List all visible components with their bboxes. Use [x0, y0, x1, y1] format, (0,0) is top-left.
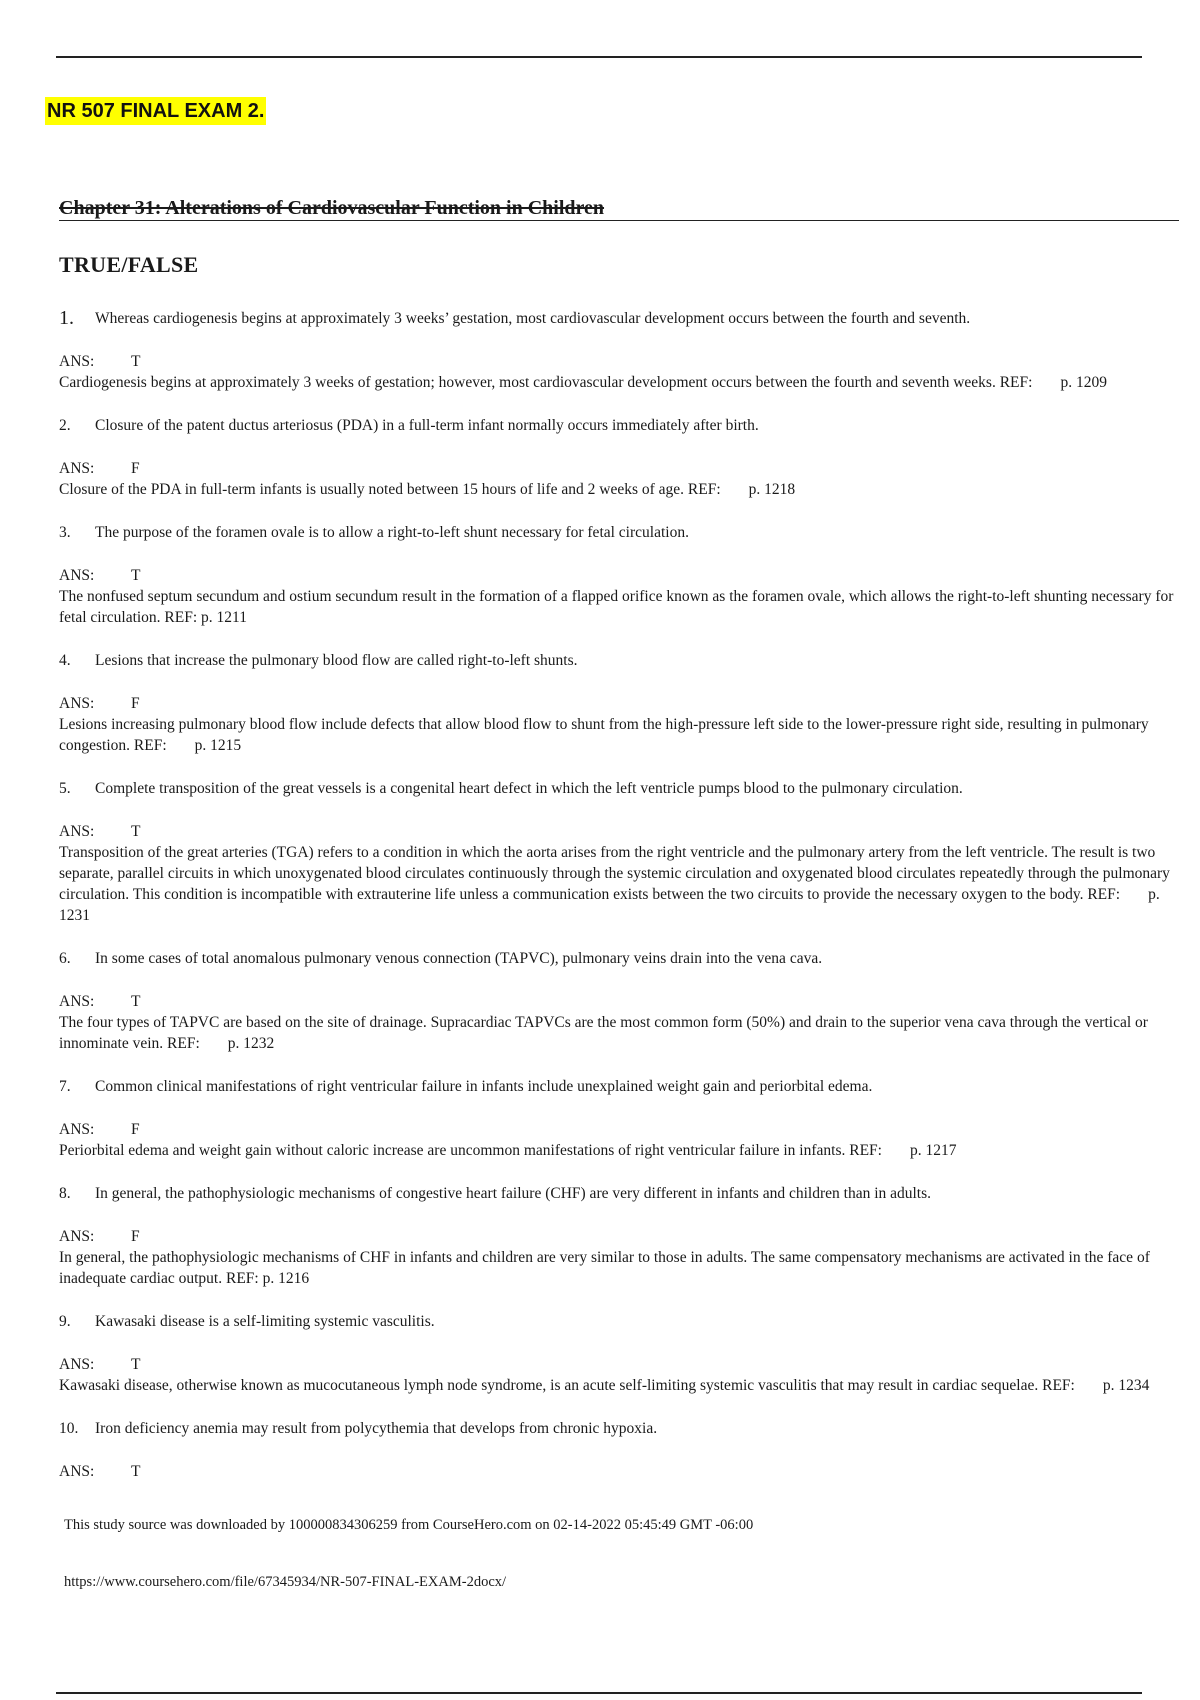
answer-label: ANS:: [59, 695, 95, 712]
answer-value: F: [131, 695, 140, 712]
question-item: [59, 308, 1174, 393]
reference-page: p. 1232: [227, 1035, 275, 1052]
answer-rationale: [59, 586, 1174, 628]
reference-page: p. 1218: [748, 481, 796, 498]
question-text: Closure of the patent ductus arteriosus (PDA) in a full-term infant normally occurs immediately after birth.: [95, 417, 759, 434]
answer-line: [59, 1226, 1174, 1247]
answer-rationale: [59, 479, 1174, 500]
answer-label: ANS:: [59, 1121, 95, 1138]
question-line: [59, 778, 1174, 799]
answer-value: T: [131, 567, 141, 584]
answer-label: ANS:: [59, 460, 95, 477]
answer-value: T: [131, 823, 141, 840]
answer-label: ANS:: [59, 567, 95, 584]
answer-value: F: [131, 460, 140, 477]
document-title: NR 507 FINAL EXAM 2.: [45, 97, 266, 125]
answer-rationale: [59, 1247, 1174, 1289]
question-line: [59, 1418, 1174, 1439]
rationale-text: Transposition of the great arteries (TGA) refers to a condition in which the aorta arises from the right ventricle and the pulmonary artery from the left ventricle. The result is two separate, parallel circuits in which unoxygenated blood circulates continuously through the systemic circulation and oxygenated blood circulates repeatedly through the pulmonary circulation. This condition is incompatible with extrauterine life unless a communication exists between the two circuits to provide the necessary oxygen to the body. REF:: [59, 844, 1170, 903]
rationale-text: Lesions increasing pulmonary blood flow include defects that allow blood flow to shunt from the high-pressure left side to the lower-pressure right side, resulting in pulmonary congestion. REF:: [59, 716, 1149, 754]
question-number: 5.: [59, 780, 71, 797]
question-text: Common clinical manifestations of right ventricular failure in infants include unexplained weight gain and periorbital edema.: [95, 1078, 873, 1095]
answer-value: T: [131, 993, 141, 1010]
answer-label: ANS:: [59, 1228, 95, 1245]
question-item: [59, 1418, 1174, 1482]
answer-line: [59, 821, 1174, 842]
question-line: [59, 522, 1174, 543]
rationale-text: In general, the pathophysiologic mechanisms of CHF in infants and children are very similar to those in adults. The same compensatory mechanisms are activated in the face of inadequate cardiac output. REF: p. 1216: [59, 1249, 1150, 1287]
answer-value: F: [131, 1228, 140, 1245]
question-number: 1.: [59, 307, 74, 329]
answer-line: [59, 565, 1174, 586]
rationale-text: Cardiogenesis begins at approximately 3 weeks of gestation; however, most cardiovascular development occurs between the fourth and seventh weeks. REF:: [59, 374, 1033, 391]
question-list: [59, 308, 1174, 1504]
answer-line: [59, 351, 1174, 372]
rationale-text: Closure of the PDA in full-term infants is usually noted between 15 hours of life and 2 weeks of age. REF:: [59, 481, 721, 498]
answer-rationale: [59, 842, 1174, 926]
question-number: 8.: [59, 1185, 71, 1202]
question-item: [59, 778, 1174, 926]
question-item: [59, 415, 1174, 500]
rationale-text: The nonfused septum secundum and ostium secundum result in the formation of a flapped orifice known as the foramen ovale, which allows the right-to-left shunting necessary for fetal circulation. REF: p. 1211: [59, 588, 1174, 626]
chapter-heading: [59, 196, 1179, 221]
answer-label: ANS:: [59, 823, 95, 840]
question-line: [59, 1311, 1174, 1332]
answer-rationale: [59, 1140, 1174, 1161]
question-item: [59, 1311, 1174, 1396]
answer-value: F: [131, 1121, 140, 1138]
question-item: [59, 522, 1174, 628]
answer-line: [59, 1119, 1174, 1140]
source-url[interactable]: https://www.coursehero.com/file/67345934/NR-507-FINAL-EXAM-2docx/: [64, 1574, 507, 1590]
question-text: Whereas cardiogenesis begins at approximately 3 weeks’ gestation, most cardiovascular development occurs between the fourth and seventh.: [95, 310, 971, 327]
question-text: The purpose of the foramen ovale is to allow a right-to-left shunt necessary for fetal circulation.: [95, 524, 689, 541]
question-text: Kawasaki disease is a self-limiting systemic vasculitis.: [95, 1313, 435, 1330]
answer-value: T: [131, 1463, 141, 1480]
question-line: [59, 1076, 1174, 1097]
bottom-rule: [56, 1692, 1142, 1694]
reference-page: p. 1234: [1102, 1377, 1150, 1394]
question-line: [59, 308, 1174, 329]
reference-page: p. 1217: [909, 1142, 957, 1159]
answer-line: [59, 1461, 1174, 1482]
answer-rationale: [59, 1012, 1174, 1054]
reference-page: p. 1231: [59, 886, 1160, 924]
question-number: 4.: [59, 652, 71, 669]
question-item: [59, 948, 1174, 1054]
question-number: 10.: [59, 1420, 79, 1437]
question-text: Complete transposition of the great vessels is a congenital heart defect in which the left ventricle pumps blood to the pulmonary circulation.: [95, 780, 963, 797]
answer-rationale: [59, 714, 1174, 756]
rationale-text: Kawasaki disease, otherwise known as mucocutaneous lymph node syndrome, is an acute self-limiting systemic vasculitis that may result in cardiac sequelae. REF:: [59, 1377, 1075, 1394]
answer-line: [59, 991, 1174, 1012]
question-line: [59, 948, 1174, 969]
question-item: [59, 650, 1174, 756]
question-number: 6.: [59, 950, 71, 967]
answer-rationale: [59, 372, 1174, 393]
reference-page: p. 1215: [194, 737, 242, 754]
question-number: 9.: [59, 1313, 71, 1330]
question-number: 2.: [59, 417, 71, 434]
answer-label: ANS:: [59, 1356, 95, 1373]
top-rule: [56, 56, 1142, 58]
question-item: [59, 1076, 1174, 1161]
question-text: Iron deficiency anemia may result from polycythemia that develops from chronic hypoxia.: [95, 1420, 658, 1437]
section-label: TRUE/FALSE: [59, 252, 199, 277]
answer-line: [59, 1354, 1174, 1375]
answer-label: ANS:: [59, 1463, 95, 1480]
reference-page: p. 1209: [1060, 374, 1107, 391]
answer-label: ANS:: [59, 353, 95, 370]
question-text: In some cases of total anomalous pulmonary venous connection (TAPVC), pulmonary veins drain into the vena cava.: [95, 950, 823, 967]
question-text: Lesions that increase the pulmonary blood flow are called right-to-left shunts.: [95, 652, 578, 669]
rationale-text: The four types of TAPVC are based on the site of drainage. Supracardiac TAPVCs are the most common form (50%) and drain to the superior vena cava through the vertical or innominate vein. REF:: [59, 1014, 1148, 1052]
question-line: [59, 650, 1174, 671]
answer-value: T: [131, 353, 141, 370]
answer-rationale: [59, 1375, 1174, 1396]
download-notice: This study source was downloaded by 100000834306259 from CourseHero.com on 02-14-2022 05:45:49 GMT -06:00: [64, 1517, 754, 1533]
chapter-heading-text: Chapter 31: Alterations of Cardiovascular Function in Children: [59, 197, 605, 219]
question-item: [59, 1183, 1174, 1289]
answer-value: T: [131, 1356, 141, 1373]
question-number: 7.: [59, 1078, 71, 1095]
question-number: 3.: [59, 524, 71, 541]
question-line: [59, 1183, 1174, 1204]
answer-line: [59, 693, 1174, 714]
rationale-text: Periorbital edema and weight gain without caloric increase are uncommon manifestations of right ventricular failure in infants. REF:: [59, 1142, 882, 1159]
answer-line: [59, 458, 1174, 479]
question-text: In general, the pathophysiologic mechanisms of congestive heart failure (CHF) are very different in infants and children than in adults.: [95, 1185, 932, 1202]
answer-label: ANS:: [59, 993, 95, 1010]
question-line: [59, 415, 1174, 436]
